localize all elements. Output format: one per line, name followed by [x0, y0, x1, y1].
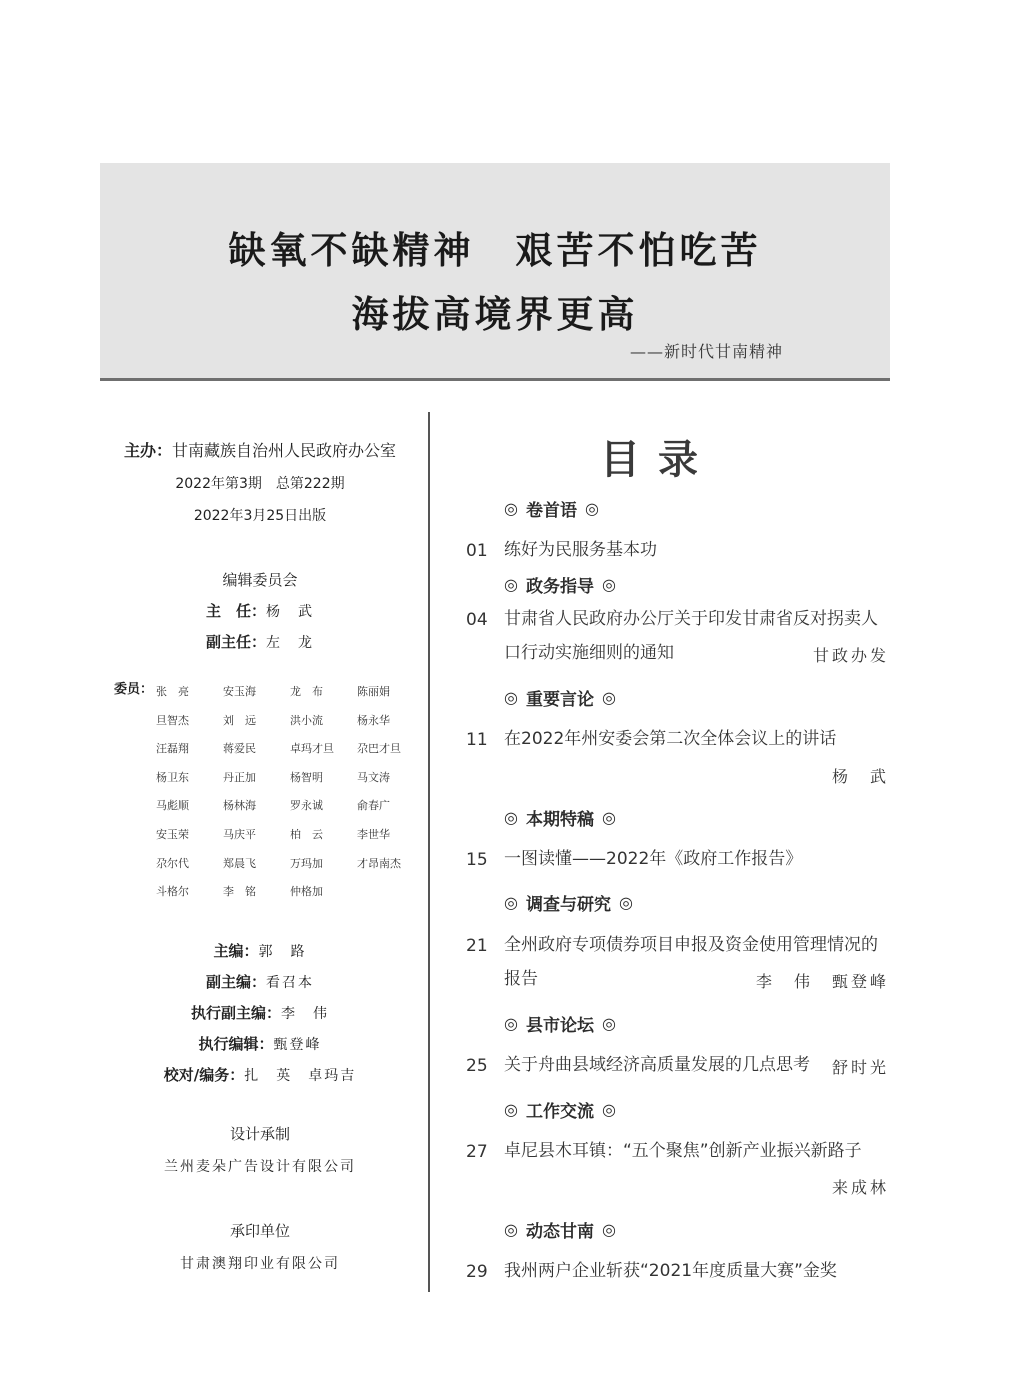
committee-title: 编辑委员会: [222, 571, 298, 589]
design-title: 设计承制: [229, 1125, 290, 1143]
section-mark-icon: ◎: [504, 1220, 518, 1239]
section-mark-icon: ◎: [601, 1100, 616, 1119]
executive-editor: [100, 1033, 420, 1054]
committee-member: 李 铭: [223, 885, 256, 899]
toc-entry-title[interactable]: 一图读懂——2022年《政府工作报告》: [504, 849, 803, 869]
toc-title: 目录: [600, 436, 716, 483]
toc-entry-title[interactable]: 练好为民服务基本功: [504, 540, 657, 560]
exec-deputy-label: 执行副主编：: [190, 1004, 281, 1022]
members-grid: [156, 678, 424, 907]
toc-entry-title[interactable]: 甘肃省人民政府办公厅关于印发甘肃省反对拐卖人口行动实施细则的通知: [504, 609, 878, 663]
banner-rule: [100, 378, 890, 381]
executive-deputy-editor: [100, 1002, 420, 1023]
exec-deputy-name: 李 伟: [281, 1006, 329, 1022]
committee-member: 尕巴才旦: [357, 742, 401, 756]
section-mark-icon: ◎: [504, 808, 518, 827]
deputy-chief-name: 看召本: [266, 975, 314, 991]
toc-page-number: 21: [466, 936, 488, 956]
toc-entry-title[interactable]: 全州政府专项债券项目申报及资金使用管理情况的报告: [504, 935, 878, 989]
toc-entry-title[interactable]: 关于舟曲县域经济高质量发展的几点思考: [504, 1055, 810, 1075]
toc-section-label: [504, 1217, 616, 1242]
toc-section-title: 重要言论: [525, 690, 594, 710]
masthead: [100, 438, 420, 1273]
toc-page-number: 15: [466, 850, 488, 870]
exec-editor-label: 执行编辑：: [198, 1035, 274, 1053]
slogan-line-2: 海拔高境界更高: [351, 292, 639, 336]
slogan-banner: [100, 163, 890, 378]
committee-member: 马文涛: [357, 770, 390, 784]
proof-label: 校对/编务：: [163, 1066, 245, 1084]
toc-section-label: [504, 1011, 616, 1036]
print-company: [100, 1253, 420, 1273]
committee-director: [100, 600, 420, 621]
toc-section-label: [504, 496, 599, 521]
section-mark-icon: ◎: [601, 1014, 616, 1033]
committee-member: 柏 云: [290, 827, 323, 841]
committee-member: 杨永华: [357, 713, 390, 727]
toc-section-title: 动态甘南: [525, 1222, 594, 1242]
committee-member: 马彪顺: [156, 799, 189, 813]
section-mark-icon: ◎: [504, 1100, 518, 1119]
slogan-attribution: ——新时代甘南精神: [629, 342, 783, 361]
committee-member: 龙 布: [290, 685, 323, 698]
committee-member: 马庆平: [223, 827, 256, 841]
committee-member: 才昂南杰: [357, 856, 401, 870]
committee-members: [100, 678, 420, 910]
toc-entry-title[interactable]: 我州两户企业斩获“2021年度质量大赛”金奖: [504, 1261, 837, 1281]
section-mark-icon: ◎: [618, 893, 633, 912]
committee-member: 蒋爱民: [223, 742, 256, 756]
print-title: 承印单位: [229, 1222, 290, 1240]
committee-member: 尕尔代: [156, 856, 189, 870]
toc-page-number: 25: [466, 1056, 488, 1076]
committee-member: 杨卫东: [156, 770, 189, 784]
committee-member: 汪磊翔: [156, 742, 189, 756]
section-mark-icon: ◎: [504, 575, 518, 594]
toc-section-label: [504, 890, 633, 915]
toc-entry-author: 甘政办发: [812, 646, 889, 665]
director-name: 杨 武: [266, 604, 314, 620]
section-mark-icon: ◎: [601, 808, 616, 827]
section-mark-icon: ◎: [504, 499, 518, 518]
toc-section-title: 调查与研究: [525, 895, 611, 915]
section-mark-icon: ◎: [504, 1014, 518, 1033]
members-label: 委员：: [114, 682, 154, 697]
toc-entry-author: 杨 武: [831, 767, 889, 786]
committee-member: 李世华: [357, 827, 390, 841]
column-divider: [428, 412, 430, 1292]
toc-section-label: [504, 805, 616, 830]
deputy-chief-editor: [100, 971, 420, 992]
committee-member: 卓玛才旦: [290, 742, 334, 756]
committee-member: 杨林海: [223, 799, 256, 813]
committee-member: 罗永诚: [290, 799, 323, 813]
deputy-label: 副主任：: [205, 633, 266, 651]
sponsor-label: 主办：: [123, 441, 172, 460]
toc-page-number: 27: [466, 1142, 488, 1162]
deputy-chief-label: 副主编：: [205, 973, 266, 991]
section-mark-icon: ◎: [504, 688, 518, 707]
toc-section-title: 工作交流: [525, 1102, 594, 1122]
toc-section-label: [504, 1097, 616, 1122]
toc-entry-author: 李 伟 甄登峰: [755, 972, 889, 991]
deputy-name: 左 龙: [266, 635, 314, 651]
issue-number: 2022年第3期 总第222期: [175, 476, 345, 492]
toc-section-title: 政务指导: [525, 577, 594, 597]
print-company-name: 甘肃澳翔印业有限公司: [180, 1256, 340, 1272]
toc-section-title: 本期特稿: [525, 810, 594, 830]
chief-editor: [100, 940, 420, 961]
committee-member: 仲格加: [290, 885, 323, 899]
committee-member: 万玛加: [290, 856, 323, 870]
design-company: [100, 1156, 420, 1176]
proofreading: [100, 1064, 420, 1085]
committee-member: 洪小流: [290, 713, 323, 727]
committee-member: 俞春广: [357, 799, 390, 813]
toc-entry-author: 舒时光: [831, 1058, 889, 1077]
toc-entry-title[interactable]: 在2022年州安委会第二次全体会议上的讲话: [504, 729, 837, 749]
toc-entry-title[interactable]: 卓尼县木耳镇：“五个聚焦”创新产业振兴新路子: [504, 1141, 862, 1161]
section-mark-icon: ◎: [584, 499, 599, 518]
slogan-line-1: 缺氧不缺精神 艰苦不怕吃苦: [228, 228, 762, 272]
committee-member: 郑晨飞: [223, 856, 256, 870]
committee-member: 斗格尔: [156, 885, 189, 899]
committee-member: 安玉荣: [156, 827, 189, 841]
publication-date: 2022年3月25日出版: [193, 508, 327, 524]
section-mark-icon: ◎: [504, 893, 518, 912]
toc-entry-author: 来成林: [831, 1178, 889, 1197]
toc-page-number: 11: [466, 730, 488, 750]
committee-deputy: [100, 631, 420, 652]
director-label: 主 任：: [205, 602, 266, 620]
toc-section-title: 卷首语: [525, 501, 577, 521]
chief-editor-label: 主编：: [213, 942, 259, 960]
sponsor: [100, 438, 420, 461]
chief-editor-name: 郭 路: [258, 944, 307, 960]
sponsor-name: 甘南藏族自治州人民政府办公室: [172, 441, 397, 460]
committee-member: 丹正加: [223, 770, 256, 784]
section-mark-icon: ◎: [601, 575, 616, 594]
toc-section-label: [504, 572, 616, 597]
toc-section-title: 县市论坛: [525, 1016, 594, 1036]
committee-member: 旦智杰: [156, 713, 189, 727]
design-company-name: 兰州麦朵广告设计有限公司: [164, 1159, 356, 1175]
committee-member: 张 亮: [156, 685, 189, 698]
committee-member: 刘 远: [223, 713, 256, 727]
toc-page-number: 29: [466, 1262, 488, 1282]
section-mark-icon: ◎: [601, 688, 616, 707]
toc-page-number: 01: [466, 541, 488, 561]
committee-member: 陈丽娟: [357, 685, 390, 698]
exec-editor-name: 甄登峰: [273, 1037, 322, 1053]
toc-section-label: [504, 685, 616, 710]
committee-member: 杨智明: [290, 770, 323, 784]
proof-names: 扎 英 卓玛吉: [244, 1068, 357, 1084]
toc-page-number: 04: [466, 610, 488, 630]
committee-member: 安玉海: [223, 685, 256, 698]
section-mark-icon: ◎: [601, 1220, 616, 1239]
